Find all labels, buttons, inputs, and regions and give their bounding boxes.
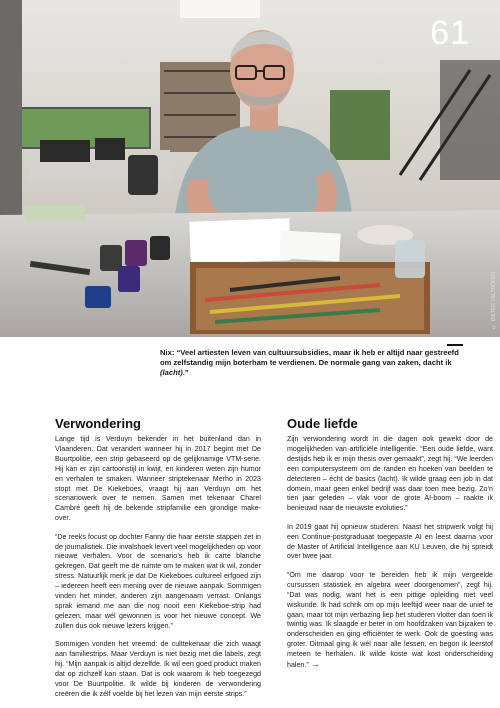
right-paragraph-2: In 2019 gaat hij opnieuw studeren. Naast het stripwerk volgt hij een Continue-postgraduaat toegepaste AI en leest daarna voor de Master of Artificial Intelligence aan KU Leuven, die hij spreidt over twee jaar. — [287, 522, 493, 561]
photo-credit: © DIETER VELTHOFEN — [491, 272, 497, 329]
right-column — [287, 416, 493, 679]
caption-italic: (lacht) — [160, 368, 183, 377]
page-number: 61 — [430, 14, 470, 52]
right-paragraph-3 — [287, 571, 493, 671]
continue-arrow-icon: → — [310, 659, 320, 670]
left-paragraph-1: Lange tijd is Verduyn bekender in het buitenland dan in Vlaanderen. Dat verandert wanneer hij in 2017 begint met De Buurtpolitie, een strip gebaseerd op de gelijknamige VTM-serie. Hij kan er zijn cartoonstijl in kwijt, en kinderen weten zijn humor en verhalen te smaken. Wanneer striptekenaar Merho in 2023 stopt met De Kiekeboes, vraagt hij aan Verduyn om het scenariowerk over te nemen. Samen met tekenaar Charel Cambré geeft hij de bekende stripfamilie een grondige make-over. — [55, 435, 261, 523]
left-paragraph-3: Sommigen vonden het vreemd: de culttekenaar die zich waagt aan familiestrips. Maar Verduyn is niet bezig met die labels, zegt hij. “Mijn aanpak is altijd dezelfde. Ik wil een goed product maken dat op zichzelf kan staan. Dat is ook waarom ik heb toegezegd voor De Buurtpolitie. Ik wilde bij kinderen de verwondering creëren die ik zélf voelde bij het lezen van mijn eerste strips.” — [55, 640, 261, 698]
left-paragraph-2: “De reeks focust op dochter Fanny die haar eerste stappen zet in de journalistiek. Die invalshoek levert veel mogelijkheden op voor nieuwe verhalen. Voor de scenario’s heb ik carte blanche gekregen. Dat geeft me de ruimte om te maken wat ik wil, zonder stress. Natuurlijk merk je dat De Kiekeboes cultureel erfgoed zijn – iedereen heeft een mening over de nieuwe aanpak. Sommigen vinden het minder, anderen zijn aangenaam verrast. Onlangs sprak iemand me aan die nog nooit een Kiekeboe-strip had gelezen, maar wél gewonnen is voor het nieuwe concept. We zullen dus ook nieuwe lezers krijgen.” — [55, 532, 261, 630]
section-heading-verwondering: Verwondering — [55, 416, 141, 431]
caption-speaker: Nix: — [160, 348, 175, 357]
caption-rule — [447, 344, 463, 346]
left-column — [55, 416, 261, 708]
artist-at-desk-illustration — [0, 0, 500, 337]
right-paragraph-1: Zijn verwondering wordt in die dagen ook gewekt door de mogelijkheden van artificiële intelligentie. “Een oude liefde, want destijds heb ik er mijn thesis over gemaakt”, zegt hij. “We leerden een computersysteem om de randen en hoeken van beelden te detecteren – écht de basics (lacht). Ik wilde graag een job in dat domein, maar geen enkel bedrijf was daar toen mee bezig. Zo’n tien jaar geleden – vlak voor de grote AI-boom – raakte ik benieuwd naar de nieuwste evoluties.” — [287, 435, 493, 513]
hero-photo — [0, 0, 500, 337]
photo-caption — [160, 348, 462, 378]
right-paragraph-3-text: “Om me daarop voor te bereiden heb ik mijn vergeelde cursussen statistiek en algebra weer doorgenomen”, zegt hij. “Dat was nodig, want het is een pittige opleiding met veel wiskunde. Ik had schrik om op mijn leeftijd weer naar de unief te gaan, maar tot mijn verbazing liep het studeren vlotter dan toen ik twintig was. Ik slaagde er beter in om hoofdzaken van bijzaken te onderscheiden en ging efficiënter te werk. Ook de goesting was groter. Ditmaal ging ik wél naar alle lessen, en begon ik leerstof meteen te herhalen. Ik wilde koste wat kost onderscheiding halen.” — [287, 570, 493, 670]
caption-quote: “Veel artiesten leven van cultuursubsidies, maar ik heb er altijd naar gestreefd om zelfstandig mijn boterham te verdienen. De normale gang van zaken, dacht ik — [160, 348, 459, 367]
caption-quote-end: .” — [182, 368, 189, 377]
section-heading-oude-liefde: Oude liefde — [287, 416, 358, 431]
